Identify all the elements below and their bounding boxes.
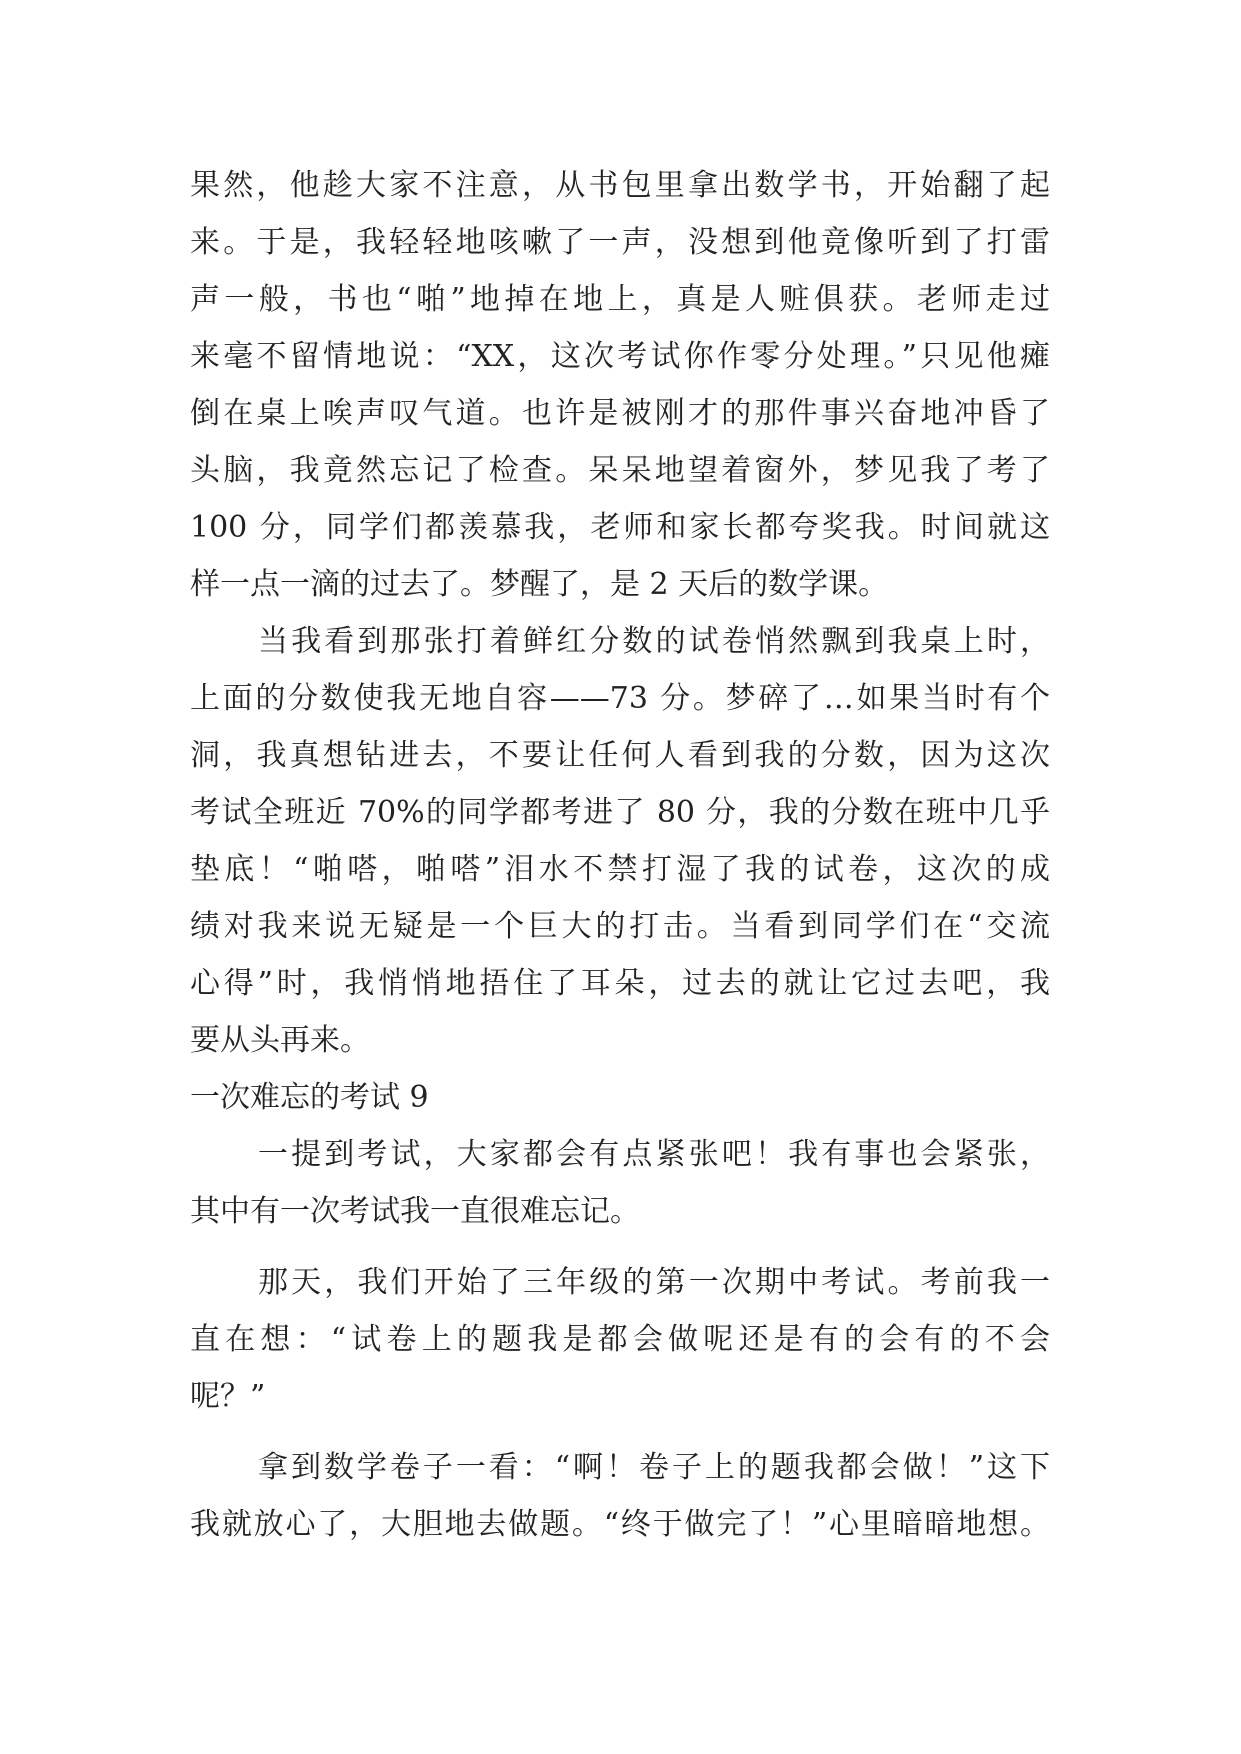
- paragraph-2-line-1: 当我看到那张打着鲜红分数的试卷悄然飘到我桌上时，: [258, 624, 1050, 659]
- paragraph-3-line-1: 一提到考试，大家都会有点紧张吧！我有事也会紧张，: [258, 1137, 1050, 1172]
- section-heading: 一次难忘的考试 9: [190, 1080, 429, 1115]
- paragraph-2-line-4: 考试全班近 70%的同学都考进了 80 分，我的分数在班中几乎: [190, 795, 1050, 830]
- paragraph-1-line-4: 来毫不留情地说：“XX，这次考试你作零分处理。”只见他瘫: [190, 339, 1050, 374]
- paragraph-1-line-6: 头脑，我竟然忘记了检查。呆呆地望着窗外，梦见我了考了: [190, 453, 1050, 488]
- paragraph-1-line-3: 声一般，书也“啪”地掉在地上，真是人赃俱获。老师走过: [190, 282, 1050, 317]
- paragraph-2-line-8: 要从头再来。: [190, 1023, 370, 1058]
- paragraph-5-line-1: 拿到数学卷子一看：“啊！卷子上的题我都会做！”这下: [258, 1450, 1050, 1485]
- paragraph-1-line-1: 果然，他趁大家不注意，从书包里拿出数学书，开始翻了起: [190, 168, 1050, 203]
- paragraph-4-line-1: 那天，我们开始了三年级的第一次期中考试。考前我一: [258, 1265, 1050, 1300]
- paragraph-3-line-2: 其中有一次考试我一直很难忘记。: [190, 1194, 640, 1229]
- paragraph-2-line-6: 绩对我来说无疑是一个巨大的打击。当看到同学们在“交流: [190, 909, 1050, 944]
- paragraph-2-line-7: 心得”时，我悄悄地捂住了耳朵，过去的就让它过去吧，我: [190, 966, 1050, 1001]
- paragraph-1-line-5: 倒在桌上唉声叹气道。也许是被刚才的那件事兴奋地冲昏了: [190, 396, 1050, 431]
- paragraph-2-line-5: 垫底！“啪嗒，啪嗒”泪水不禁打湿了我的试卷，这次的成: [190, 852, 1050, 887]
- paragraph-1-line-7: 100 分，同学们都羡慕我，老师和家长都夸奖我。时间就这: [190, 510, 1050, 545]
- paragraph-4-line-2: 直在想：“试卷上的题我是都会做呢还是有的会有的不会: [190, 1322, 1050, 1357]
- paragraph-2-line-3: 洞，我真想钻进去，不要让任何人看到我的分数，因为这次: [190, 738, 1050, 773]
- paragraph-5-line-2: 我就放心了，大胆地去做题。“终于做完了！”心里暗暗地想。: [190, 1507, 1050, 1542]
- paragraph-4-line-3: 呢？”: [190, 1379, 266, 1414]
- paragraph-2-line-2: 上面的分数使我无地自容——73 分。梦碎了…如果当时有个: [190, 681, 1050, 716]
- paragraph-1-line-2: 来。于是，我轻轻地咳嗽了一声，没想到他竟像听到了打雷: [190, 225, 1050, 260]
- paragraph-1-line-8: 样一点一滴的过去了。梦醒了，是 2 天后的数学课。: [190, 567, 889, 602]
